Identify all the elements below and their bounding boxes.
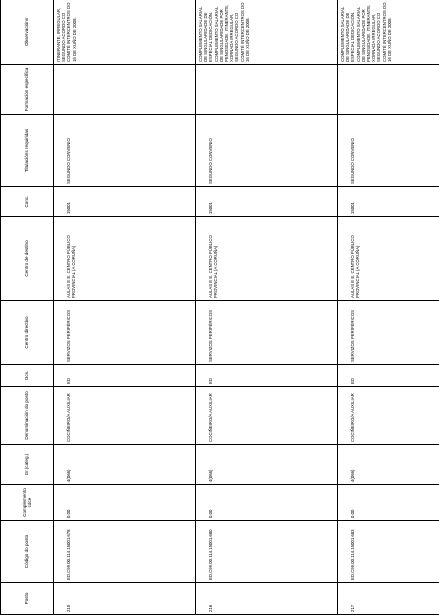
header-observacions: Observacións bbox=[1, 0, 54, 65]
cell-grupo: 4(066) bbox=[196, 445, 338, 485]
header-posto: Posto bbox=[1, 583, 54, 615]
table-row bbox=[338, 0, 439, 615]
cell-titulacions: SEGUNDO CONVENIO bbox=[196, 115, 338, 187]
cell-centro-directivo: SERVIZOS PERIFÉRICOS bbox=[338, 301, 439, 365]
cell-formacion bbox=[196, 65, 338, 115]
header-conc: Conc. bbox=[1, 187, 54, 217]
cell-complemento: 0.00 bbox=[196, 485, 338, 521]
header-row bbox=[1, 0, 54, 615]
cell-denominacion: COCIÑEIRO/A AUXILIAR bbox=[196, 387, 338, 445]
header-denominacion: Denominación do posto bbox=[1, 387, 54, 445]
cell-ocs: ED bbox=[196, 365, 338, 387]
cell-codigo: ED.C99.00.114.15001.678 bbox=[54, 521, 196, 583]
cell-codigo: ED.C99.00.114.15001.680 bbox=[196, 521, 338, 583]
header-centro-destino: Centro de destino bbox=[1, 217, 54, 301]
cell-conc: 15001 bbox=[54, 187, 196, 217]
cell-observacions: COMPLEMENTO SALARIAL DE SINGULARIDADE DE ESPECIAL DEDICACIÓN. COMPLEMENTO SALARIAL DE SINGULARIDADE POR PENOSIDADE. ITINERANTE, XORNADA IRREGULAR, SEGUNDO ACORDO CO COMITÉ INTERCENTROS DO 16 DE XUÑO DE 2008. bbox=[196, 0, 338, 65]
header-centro-directivo: Centro directivo bbox=[1, 301, 54, 365]
cell-posto: 215 bbox=[54, 583, 196, 615]
header-titulacions: Titulacións requiridas bbox=[1, 115, 54, 187]
table-row bbox=[54, 0, 196, 615]
header-complemento: Complemento cdce bbox=[1, 485, 54, 521]
header-codigo: Código do posto bbox=[1, 521, 54, 583]
cell-grupo: 4(066) bbox=[338, 445, 439, 485]
header-formacion: Formación específica bbox=[1, 65, 54, 115]
cell-titulacions: SEGUNDO CONVENIO bbox=[338, 115, 439, 187]
cell-complemento: 0.00 bbox=[54, 485, 196, 521]
cell-formacion bbox=[54, 65, 196, 115]
cell-conc: 15001 bbox=[338, 187, 439, 217]
cell-centro-directivo: SERVIZOS PERIFÉRICOS bbox=[54, 301, 196, 365]
cell-titulacions: SEGUNDO CONVENIO bbox=[54, 115, 196, 187]
cell-observacions: ITINERANTE, IRREGULAR, SEGUNDO ACORDO CO COMITÉ INTERCENTROS DO 16 DE XUÑO DE 2008. bbox=[54, 0, 196, 65]
header-grupo: Gr.(categ.) bbox=[1, 445, 54, 485]
cell-ocs: ED bbox=[54, 365, 196, 387]
cell-complemento: 0.00 bbox=[338, 485, 439, 521]
cell-centro-destino: AULAS E E. CENTRO PÚBLICO PROVINCIAL (A CORUÑA) bbox=[338, 217, 439, 301]
cell-centro-destino: AULAS E E. CENTRO PÚBLICO PROVINCIAL (A CORUÑA) bbox=[196, 217, 338, 301]
cell-grupo: 4(066) bbox=[54, 445, 196, 485]
cell-centro-destino: AULAS E E. CENTRO PÚBLICO PROVINCIAL (A CORUÑA) bbox=[54, 217, 196, 301]
cell-ocs: ED bbox=[338, 365, 439, 387]
cell-posto: 217 bbox=[338, 583, 439, 615]
cell-formacion bbox=[338, 65, 439, 115]
cell-observacions: COMPLEMENTO SALARIAL DE SINGULARIDADE DE ESPECIAL DEDICACIÓN. COMPLEMENTO SALARIAL DE SINGULARIDADE POR PENOSIDADE. ITINERANTE, XORNADA IRREGULAR, SEGUNDO ACORDO CO COMITÉ INTERCENTROS DO 16 DE XUÑO DE 2008. bbox=[338, 0, 439, 65]
cell-posto: 216 bbox=[196, 583, 338, 615]
cell-codigo: ED.C99.00.114.15001.683 bbox=[338, 521, 439, 583]
header-ocs: Ocs. bbox=[1, 365, 54, 387]
cell-denominacion: COCIÑEIRO/A AUXILIAR bbox=[54, 387, 196, 445]
cell-denominacion: COCIÑEIRO/A AUXILIAR bbox=[338, 387, 439, 445]
cell-conc: 15001 bbox=[196, 187, 338, 217]
cell-centro-directivo: SERVIZOS PERIFÉRICOS bbox=[196, 301, 338, 365]
table-row bbox=[196, 0, 338, 615]
